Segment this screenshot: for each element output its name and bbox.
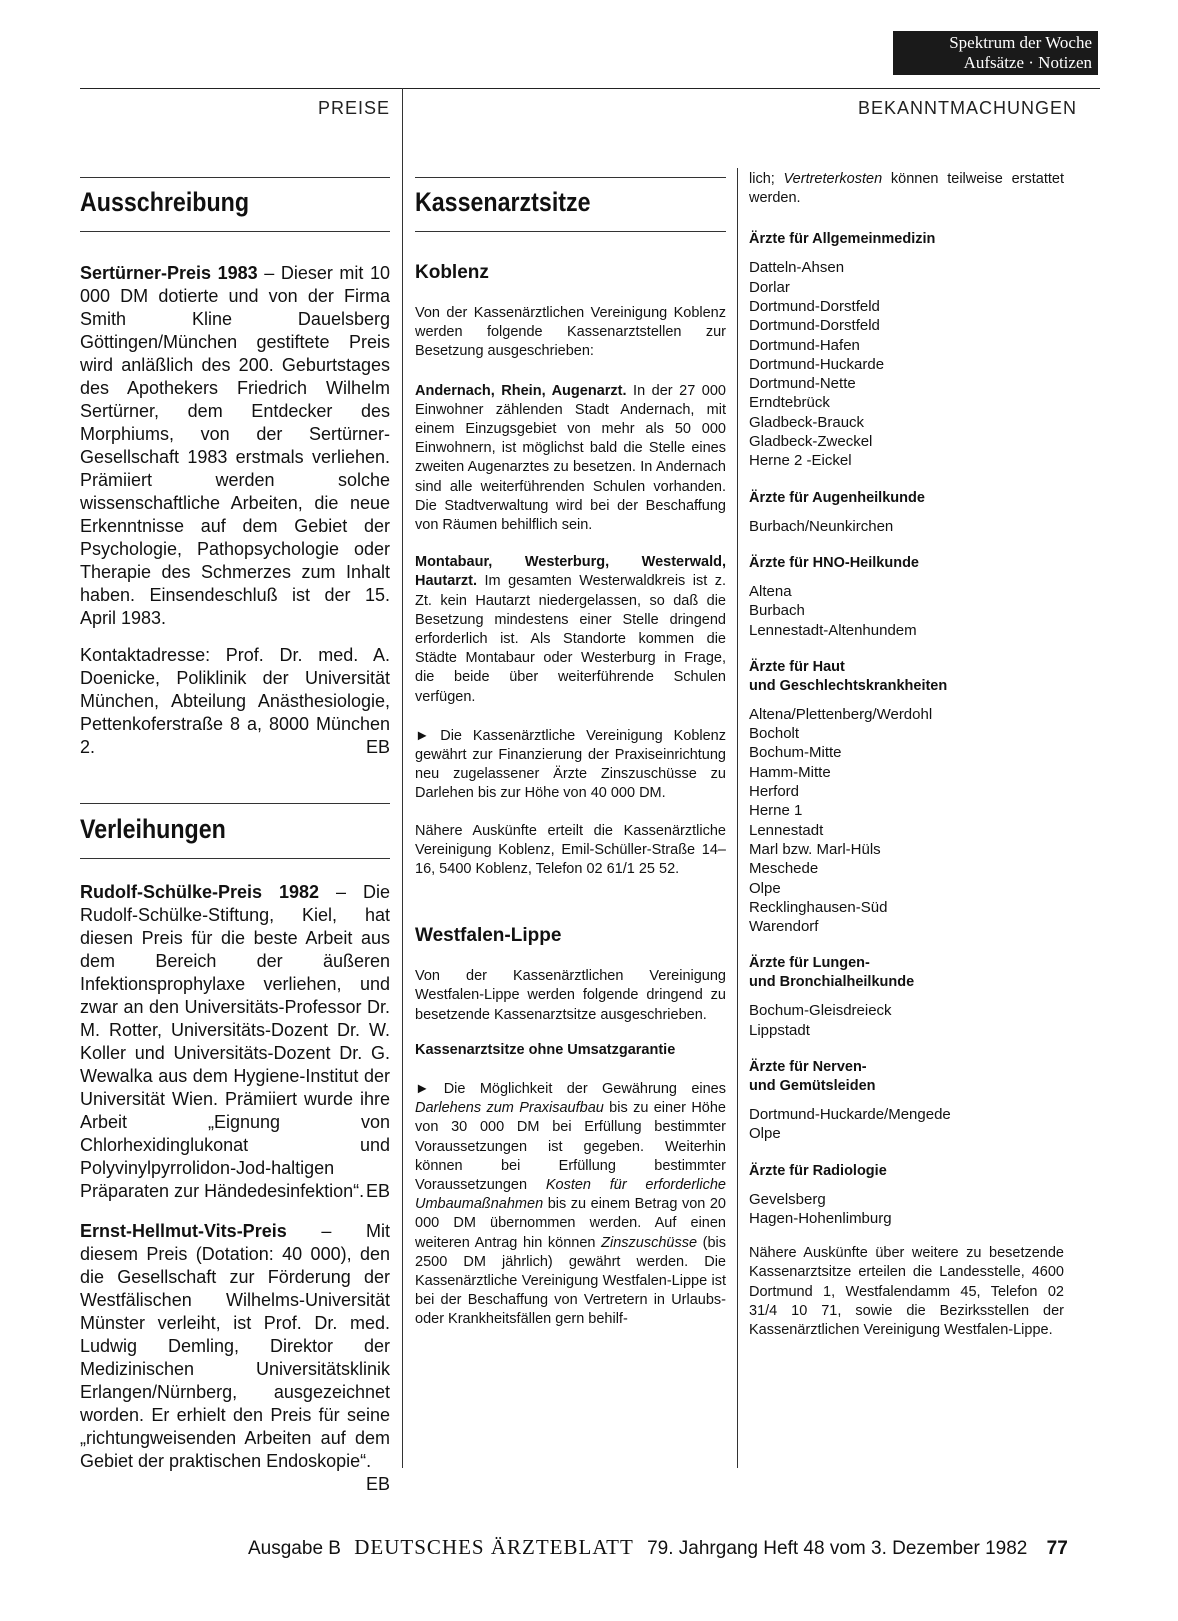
location-item: Recklinghausen-Süd bbox=[749, 898, 888, 916]
specialty-title: Ärzte für Nerven- und Gemütsleiden bbox=[749, 1059, 876, 1095]
location-item: Bocholt bbox=[749, 725, 800, 743]
cont-text-a: lich; bbox=[749, 171, 784, 187]
section-label-preise: PREISE bbox=[318, 98, 391, 118]
wl-text-2: bis zu einer Höhe von 30 000 DM bei Erfüllung bestimmter Voraussetzungen ist gegeben. Weiterhin können bei Erfüllung bestimmter Voraussetzungen bbox=[415, 1100, 726, 1193]
montabaur-paragraph bbox=[415, 553, 726, 707]
cont-text-b: können teilweise erstattet werden. bbox=[749, 171, 1064, 207]
badge-line-1: Spektrum der Woche bbox=[949, 33, 1092, 52]
schuelke-text: – Die Rudolf-Schülke-Stiftung, Kiel, hat diesen Preis für die beste Arbeit aus dem Bereich der äußeren Infektionsprophylaxe verliehen, und zwar an den Universitäts-Professor Dr. M. Rotter, Universitäts-Dozent Dr. W. Koller und Universitäts-Dozent Dr. G. Wewalka aus dem Hygiene-Institut der Universität Wien. Prämiiert wurde ihre Arbeit „Eignung von Chlorhexidinglukonat und Polyvinylpyrrolidon-Jod-haltigen Präparaten zur Händedesinfektion“. bbox=[80, 882, 390, 1201]
location-item: Lippstadt bbox=[749, 1021, 810, 1039]
wl-text-1: ► Die Möglichkeit der Gewährung eines bbox=[415, 1080, 726, 1097]
koblenz-intro: Von der Kassenärztlichen Vereinigung Koblenz werden folgende Kassenarztstellen zur Besetzung ausgeschrieben: bbox=[415, 305, 726, 360]
section-label-bekanntmachungen: BEKANNTMACHUNGEN bbox=[858, 98, 1078, 118]
closing-paragraph: Nähere Auskünfte über weitere zu besetzende Kassenarztsitze erteilen die Landesstelle, 4600 Dortmund 1, Westfalendamm 45, Telefon 02 31/4 10 71, sowie die Bezirksstellen der Kassenärztlichen Vereinigung Westfalen-Lippe. bbox=[749, 1245, 1064, 1339]
heading-rule bbox=[80, 231, 390, 232]
location-item: Bochum-Mitte bbox=[749, 744, 842, 762]
location-item: Dorlar bbox=[749, 278, 790, 296]
continuation-paragraph bbox=[749, 170, 1064, 208]
author-initials: EB bbox=[365, 1474, 390, 1494]
heading-rule bbox=[80, 803, 390, 804]
schuelke-title: Rudolf-Schülke-Preis 1982 bbox=[80, 882, 320, 902]
location-item: Burbach bbox=[749, 602, 805, 620]
right-column bbox=[749, 170, 1064, 1340]
heading-koblenz: Koblenz bbox=[415, 262, 489, 283]
author-initials: EB bbox=[365, 1181, 390, 1201]
location-item: Marl bzw. Marl-Hüls bbox=[749, 840, 881, 858]
location-item: Dortmund-Dorstfeld bbox=[749, 298, 880, 315]
location-item: Hamm-Mitte bbox=[749, 763, 831, 781]
vits-title: Ernst-Hellmut-Vits-Preis bbox=[80, 1221, 287, 1241]
location-item: Altena/Plettenberg/Werdohl bbox=[749, 705, 933, 723]
heading-kassenarztsitze: Kassenarztsitze bbox=[415, 187, 591, 217]
andernach-text: In der 27 000 Einwohner zählenden Stadt Andernach, mit einem Einzugsgebiet von mehr als 50 000 Einwohnern, ist möglichst bald die Stelle eines zweiten Augenarztes zu besetzen. In Andernach sind alle weiterführenden Schulen vorhanden. Die Stadtverwaltung wird bei der Beschaffung von Räumen behilflich sein. bbox=[415, 382, 726, 534]
page-footer bbox=[248, 1535, 1068, 1560]
heading-rule bbox=[80, 177, 390, 178]
location-item: Lennestadt-Altenhundem bbox=[749, 621, 917, 639]
location-item: Gladbeck-Zweckel bbox=[749, 433, 873, 451]
contact-text: Kontaktadresse: Prof. Dr. med. A. Doenicke, Poliklinik der Universität München, Abteilung Anästhesiologie, Pettenkoferstraße 8 a, 8000 München 2. bbox=[80, 645, 390, 757]
specialty-title: Ärzte für Allgemeinmedizin bbox=[749, 231, 936, 248]
footer-edition: Ausgabe B bbox=[248, 1538, 341, 1559]
specialty-groups bbox=[749, 230, 1064, 1228]
location-list bbox=[749, 582, 1064, 640]
cont-italic: Vertreterkosten bbox=[783, 171, 883, 187]
location-item: Dortmund-Dorstfeld bbox=[749, 317, 880, 335]
footer-journal: DEUTSCHES ÄRZTEBLATT bbox=[354, 1535, 634, 1559]
location-list bbox=[749, 517, 1064, 536]
location-item: Lennestadt bbox=[749, 821, 824, 839]
vits-paragraph bbox=[80, 1220, 390, 1494]
location-item: Dortmund-Huckarde/Mengede bbox=[749, 1106, 951, 1124]
westfalen-intro: Von der Kassenärztlichen Vereinigung Westfalen-Lippe werden folgende dringend zu besetzende Kassenarztsitze ausgeschrieben. bbox=[415, 968, 726, 1023]
location-item: Dortmund-Nette bbox=[749, 375, 856, 393]
andernach-title: Andernach, Rhein, Augenarzt. bbox=[415, 382, 627, 399]
location-list bbox=[749, 1105, 1064, 1144]
heading-rule bbox=[415, 177, 726, 178]
location-item: Dortmund-Hafen bbox=[749, 336, 860, 354]
location-item: Olpe bbox=[749, 1125, 781, 1143]
top-rule bbox=[80, 88, 1100, 89]
location-list bbox=[749, 1190, 1064, 1229]
koblenz-contact: Nähere Auskünfte erteilt die Kassenärztliche Vereinigung Koblenz, Emil-Schüller-Straße 14–16, 5400 Koblenz, Telefon 02 61/1 25 52. bbox=[415, 822, 726, 878]
wl-italic-1: Darlehens zum Praxisaufbau bbox=[415, 1100, 604, 1117]
location-item: Datteln-Ahsen bbox=[749, 259, 845, 277]
koblenz-funding-note: ► Die Kassenärztliche Vereinigung Koblenz gewährt zur Finanzierung der Praxiseinrichtung neu zugelassener Ärzte Zinszuschüsse zu Darlehen bis zur Höhe von 40 000 DM. bbox=[415, 727, 726, 802]
location-list bbox=[749, 705, 1064, 937]
location-list bbox=[749, 1001, 1064, 1040]
location-item: Herford bbox=[749, 783, 800, 801]
heading-verleihungen: Verleihungen bbox=[80, 814, 226, 844]
sertuerner-title: Sertürner-Preis 1983 bbox=[80, 263, 258, 283]
wl-italic-3: Zinszuschüsse bbox=[601, 1234, 698, 1251]
specialty-title: Ärzte für HNO-Heilkunde bbox=[749, 554, 919, 571]
location-item: Hagen-Hohenlimburg bbox=[749, 1209, 892, 1227]
heading-rule bbox=[80, 858, 390, 859]
footer-issue: 79. Jahrgang Heft 48 vom 3. Dezember 1982 bbox=[647, 1538, 1028, 1559]
andernach-paragraph bbox=[415, 382, 726, 536]
badge-line-2: Aufsätze · Notizen bbox=[963, 53, 1092, 72]
heading-rule bbox=[415, 231, 726, 232]
montabaur-title: Montabaur, Westerburg, Westerwald, Hautarzt. bbox=[415, 554, 726, 590]
column-divider-right bbox=[737, 168, 738, 1468]
location-item: Warendorf bbox=[749, 918, 819, 936]
location-item: Meschede bbox=[749, 860, 819, 878]
location-list bbox=[749, 258, 1064, 470]
montabaur-text: Im gesamten Westerwaldkreis ist z. Zt. kein Hautarzt niedergelassen, so daß die Besetzung mindestens einer Stelle dringend erforderlich ist. Als Standorte kommen die Städte Montabaur oder Westerburg in Frage, die beide über weiterführende Schulen verfügen. bbox=[415, 573, 726, 705]
subheading-ohne-umsatzgarantie: Kassenarztsitze ohne Umsatzgarantie bbox=[415, 1041, 676, 1058]
page-number: 77 bbox=[1046, 1538, 1068, 1559]
specialty-title: Ärzte für Augenheilkunde bbox=[749, 489, 925, 506]
wl-text-4: (bis 2500 DM jährlich) gewährt werden. Die Kassenärztliche Vereinigung Westfalen-Lippe ist bei der Beschaffung von Vertretern in Urlaubs- oder Krankheitsfällen gern behilf- bbox=[415, 1234, 726, 1328]
wl-italic-2: Kosten für erforderliche Umbaumaßnahmen bbox=[415, 1176, 727, 1213]
location-item: Dortmund-Huckarde bbox=[749, 355, 885, 373]
vits-text: – Mit diesem Preis (Dotation: 40 000), den die Gesellschaft zur Förderung der Westfälischen Wilhelms-Universität Münster verleiht, ist Prof. Dr. med. Ludwig Demling, Direktor der Medizinischen Universitätsklinik Erlangen/Nürnberg, ausgezeichnet worden. Er erhielt den Preis für seine „richtungweisenden Arbeiten auf dem Gebiet der praktischen Endoskopie“. bbox=[80, 1221, 390, 1471]
westfalen-funding-paragraph bbox=[415, 1080, 726, 1330]
location-item: Herne 2 -Eickel bbox=[749, 452, 852, 470]
specialty-title: Ärzte für Haut und Geschlechtskrankheiten bbox=[749, 658, 948, 694]
author-initials: EB bbox=[365, 737, 390, 757]
location-item: Herne 1 bbox=[749, 802, 803, 820]
specialty-title: Ärzte für Lungen- und Bronchialheilkunde bbox=[749, 955, 915, 991]
heading-westfalen-lippe: Westfalen-Lippe bbox=[415, 925, 562, 947]
location-item: Gladbeck-Brauck bbox=[749, 413, 865, 431]
location-item: Gevelsberg bbox=[749, 1190, 826, 1208]
location-item: Altena bbox=[749, 582, 792, 600]
sertuerner-paragraph bbox=[80, 262, 390, 630]
schuelke-paragraph bbox=[80, 881, 390, 1203]
location-item: Olpe bbox=[749, 879, 781, 897]
wl-text-3: bis zu einem Betrag von 20 000 DM übernommen werden. Auf einen weiteren Antrag hin können bbox=[415, 1196, 726, 1251]
column-divider-left bbox=[402, 88, 403, 1468]
contact-paragraph bbox=[80, 644, 390, 759]
middle-column bbox=[415, 177, 726, 1330]
sertuerner-text: – Dieser mit 10 000 DM dotierte und von der Firma Smith Kline Dauelsberg Göttingen/München gestiftete Preis wird anläßlich des 200. Geburtstages des Apothekers Friedrich Wilhelm Sertürner, dem Entdecker des Morphiums, von der Sertürner-Gesellschaft 1983 erstmals verliehen. Prämiiert werden solche wissenschaftliche Arbeiten, die neue Erkenntnisse auf dem Gebiet der Psychologie, Pathopsychologie oder Therapie des Schmerzes zum Inhalt haben. Einsendeschluß ist der 15. April 1983. bbox=[80, 263, 390, 628]
location-item: Burbach/Neunkirchen bbox=[749, 517, 894, 535]
location-item: Erndtebrück bbox=[749, 394, 830, 412]
location-item: Bochum-Gleisdreieck bbox=[749, 1002, 892, 1020]
heading-ausschreibung: Ausschreibung bbox=[80, 187, 250, 217]
specialty-title: Ärzte für Radiologie bbox=[749, 1162, 887, 1179]
left-column bbox=[80, 177, 390, 1496]
section-badge bbox=[893, 31, 1098, 75]
